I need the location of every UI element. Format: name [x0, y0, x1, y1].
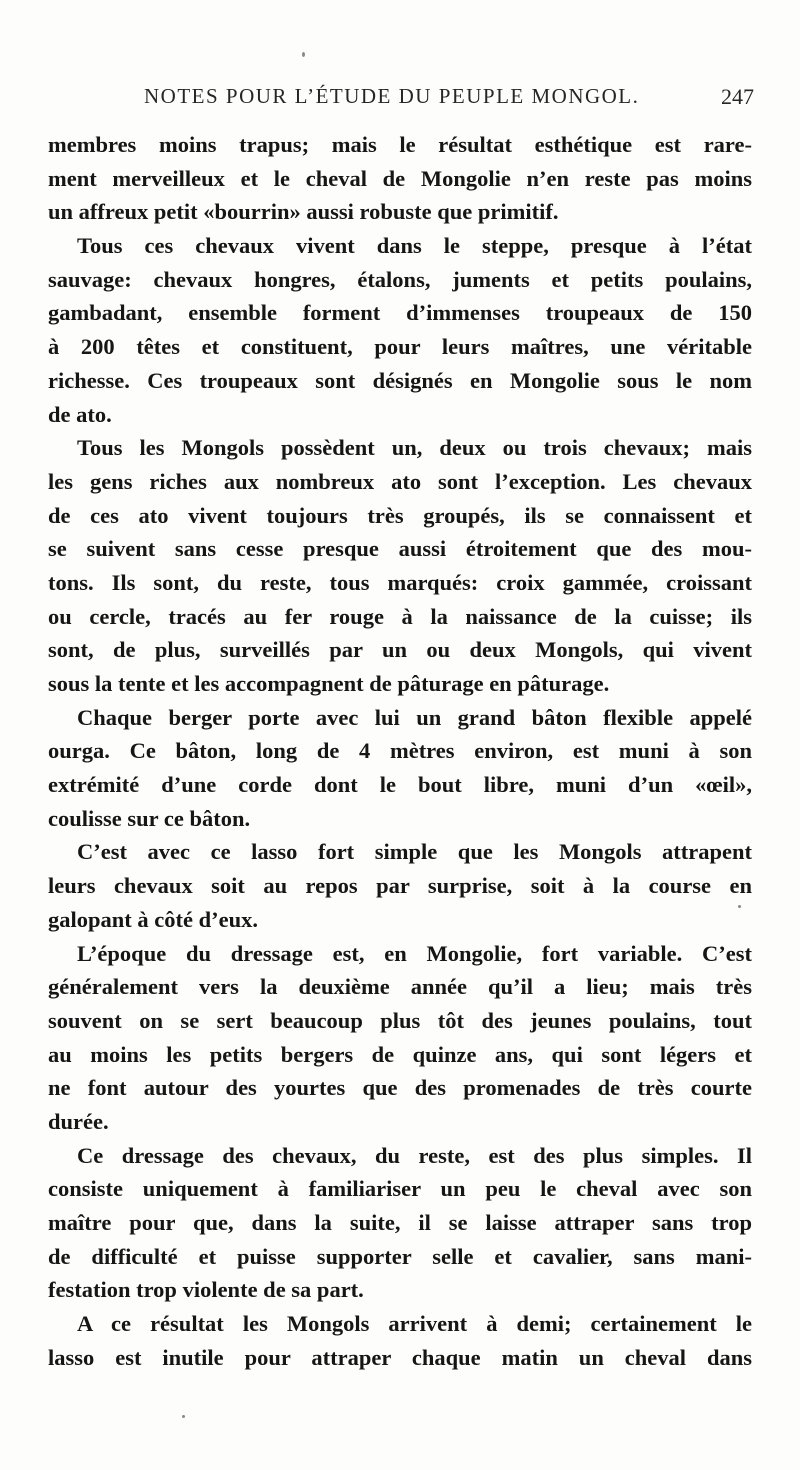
- text-line: festation trop violente de sa part.: [48, 1277, 364, 1303]
- paragraph-first-line: C’est avec ce lasso fort simple que les Mongols attrapent: [77, 839, 752, 865]
- text-line: consiste uniquement à familiariser un peu le cheval avec son: [48, 1176, 752, 1202]
- text-line: ne font autour des yourtes que des promenades de très courte: [48, 1075, 752, 1101]
- text-line: galopant à côté d’eux.: [48, 906, 258, 932]
- text-line: sauvage: chevaux hongres, étalons, juments et petits poulains,: [48, 266, 752, 292]
- text-line: souvent on se sert beaucoup plus tôt des jeunes poulains, tout: [48, 1007, 752, 1033]
- text-line: de ato.: [48, 401, 112, 427]
- text-line: un affreux petit «bourrin» aussi robuste que primitif.: [48, 199, 559, 225]
- text-line: maître pour que, dans la suite, il se laisse attraper sans trop: [48, 1210, 752, 1235]
- paragraph-first-line: Chaque berger porte avec lui un grand bâton flexible appelé: [77, 704, 752, 730]
- text-line: généralement vers la deuxième année qu’il a lieu; mais très: [48, 974, 752, 1000]
- text-line: gambadant, ensemble forment d’immenses troupeaux de 150: [48, 300, 752, 326]
- text-line: richesse. Ces troupeaux sont désignés en Mongolie sous le nom: [48, 367, 752, 393]
- text-line: extrémité d’une corde dont le bout libre, muni d’un «œil»,: [48, 772, 752, 798]
- page-header: [48, 78, 754, 112]
- body-text: [48, 128, 752, 1374]
- text-line: leurs chevaux soit au repos par surprise, soit à la course en: [48, 873, 752, 899]
- text-line: ment merveilleux et le cheval de Mongolie n’en reste pas moins: [48, 165, 752, 191]
- paragraph-first-line: Tous les Mongols possèdent un, deux ou trois chevaux; mais: [77, 435, 752, 461]
- page-number: 247: [721, 84, 754, 109]
- text-line: ourga. Ce bâton, long de 4 mètres environ, est muni à son: [48, 738, 752, 764]
- text-line: membres moins trapus; mais le résultat esthétique est rare-: [48, 132, 752, 157]
- paper-speck: [182, 1415, 185, 1418]
- text-line: sont, de plus, surveillés par un ou deux Mongols, qui vivent: [48, 637, 752, 663]
- paragraph-first-line: Ce dressage des chevaux, du reste, est des plus simples. Il: [77, 1142, 752, 1168]
- text-line: se suivent sans cesse presque aussi étroitement que des mou-: [48, 536, 752, 562]
- text-line: lasso est inutile pour attraper chaque matin un cheval dans: [48, 1344, 752, 1370]
- running-title: NOTES POUR L’ÉTUDE DU PEUPLE MONGOL.: [144, 84, 640, 108]
- text-line: de ces ato vivent toujours très groupés, ils se connaissent et: [48, 502, 752, 528]
- text-line: sous la tente et les accompagnent de pâturage en pâturage.: [48, 671, 610, 696]
- text-line: tons. Ils sont, du reste, tous marqués: croix gammée, croissant: [48, 569, 752, 595]
- text-line: durée.: [48, 1108, 109, 1134]
- paragraph-first-line: A ce résultat les Mongols arrivent à demi; certainement le: [77, 1311, 752, 1337]
- paper-speck: [302, 52, 305, 57]
- text-line: à 200 têtes et constituent, pour leurs maîtres, une véritable: [48, 334, 752, 360]
- text-line: de difficulté et puisse supporter selle et cavalier, sans mani-: [48, 1243, 752, 1269]
- text-line: les gens riches aux nombreux ato sont l’exception. Les chevaux: [48, 468, 752, 494]
- paper-speck: [738, 905, 741, 908]
- text-line: au moins les petits bergers de quinze ans, qui sont légers et: [48, 1041, 752, 1067]
- paragraph-first-line: Tous ces chevaux vivent dans le steppe, presque à l’état: [77, 233, 752, 259]
- paragraph-first-line: L’époque du dressage est, en Mongolie, fort variable. C’est: [77, 940, 752, 966]
- text-line: ou cercle, tracés au fer rouge à la naissance de la cuisse; ils: [48, 603, 752, 629]
- text-line: coulisse sur ce bâton.: [48, 805, 251, 831]
